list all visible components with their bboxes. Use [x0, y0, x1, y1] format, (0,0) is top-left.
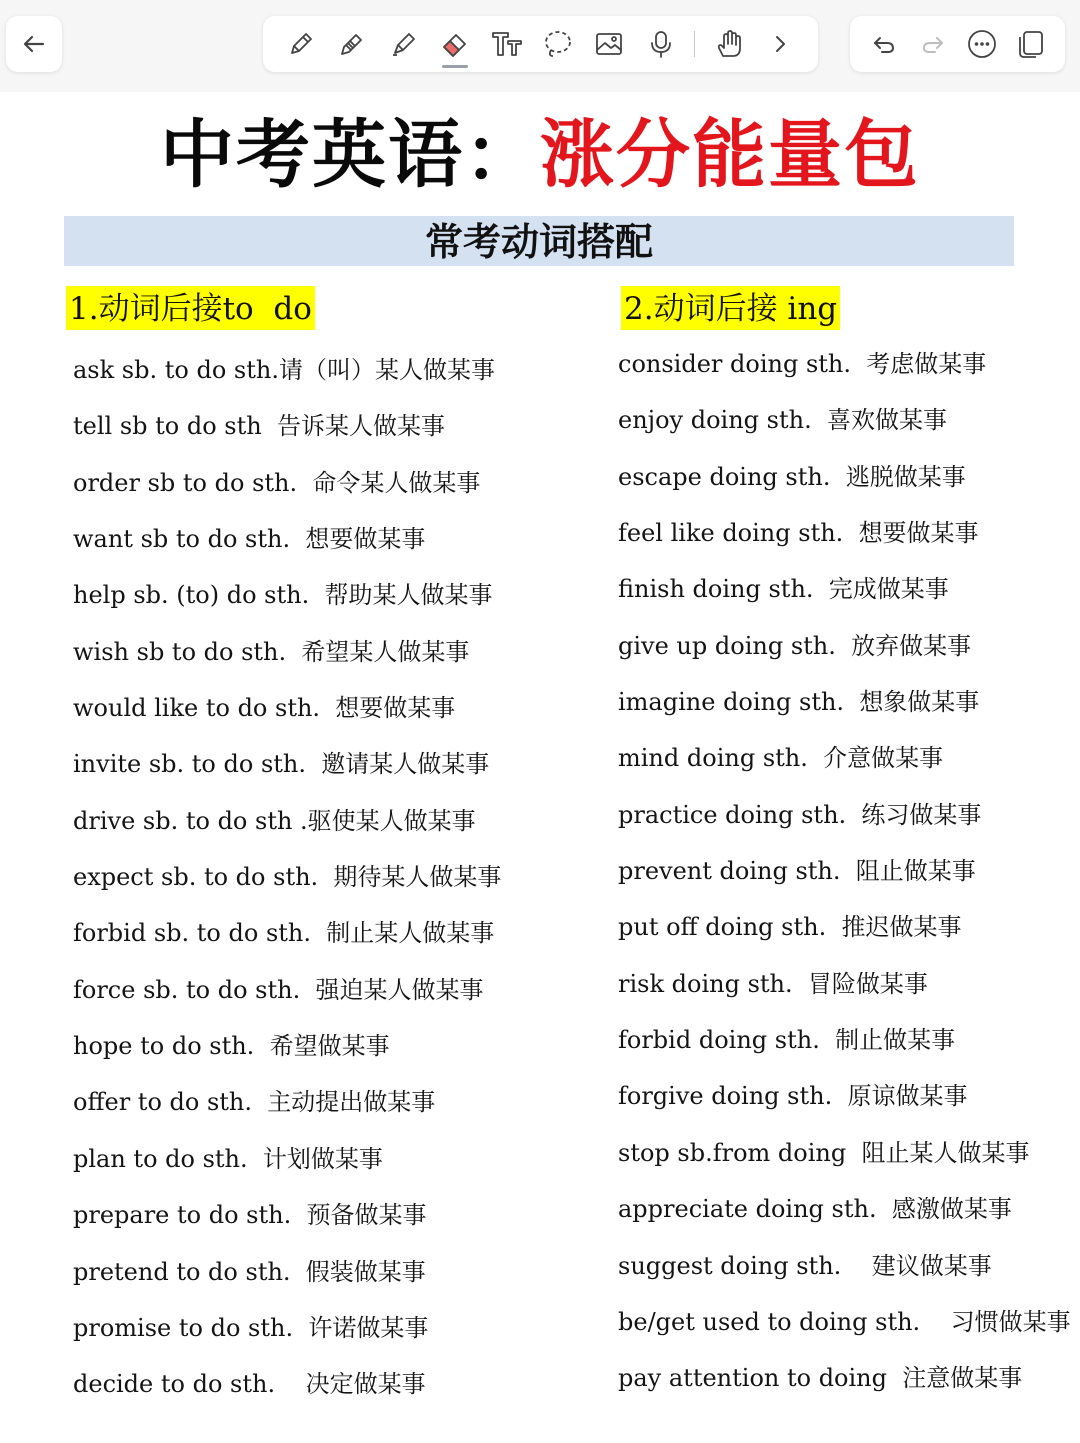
hand-icon[interactable] [711, 26, 747, 62]
phrase-item: help sb. (to) do sth. 帮助某人做某事 [73, 581, 493, 610]
back-button-container [6, 16, 62, 72]
phrase-item: wish sb to do sth. 希望某人做某事 [73, 637, 470, 666]
title-highlight: 涨分能量包 [540, 112, 920, 198]
highlighter-icon[interactable] [386, 26, 422, 62]
back-arrow-icon[interactable] [16, 26, 52, 62]
redo-icon[interactable] [915, 26, 951, 62]
phrase-item: pay attention to doing 注意做某事 [618, 1364, 1023, 1393]
phrase-item: invite sb. to do sth. 邀请某人做某事 [73, 750, 490, 779]
phrase-item: forbid sb. to do sth. 制止某人做某事 [73, 919, 495, 948]
phrase-item: stop sb.from doing 阻止某人做某事 [618, 1138, 1030, 1167]
phrase-item: enjoy doing sth. 喜欢做某事 [618, 406, 947, 435]
phrase-item: tell sb to do sth 告诉某人做某事 [73, 412, 445, 441]
phrase-item: hope to do sth. 希望做某事 [73, 1032, 390, 1061]
section-banner: 常考动词搭配 [64, 216, 1014, 266]
phrase-item: force sb. to do sth. 强迫某人做某事 [73, 975, 484, 1004]
lasso-icon[interactable] [540, 26, 576, 62]
left-section-heading: 1.动词后接to do [66, 286, 315, 330]
phrase-item: decide to do sth. 决定做某事 [73, 1370, 426, 1399]
phrase-item: forbid doing sth. 制止做某事 [618, 1026, 956, 1055]
phrase-item: be/get used to doing sth. 习惯做某事 [618, 1307, 1071, 1336]
phrase-item: suggest doing sth. 建议做某事 [618, 1251, 992, 1280]
phrase-item: escape doing sth. 逃脱做某事 [618, 462, 966, 491]
phrase-item: pretend to do sth. 假装做某事 [73, 1257, 426, 1286]
title-main: 中考英语： [160, 112, 540, 198]
phrase-item: risk doing sth. 冒险做某事 [618, 969, 928, 998]
phrase-item: expect sb. to do sth. 期待某人做某事 [73, 863, 502, 892]
phrase-item: want sb to do sth. 想要做某事 [73, 525, 426, 554]
more-icon[interactable] [964, 26, 1000, 62]
phrase-item: finish doing sth. 完成做某事 [618, 575, 949, 604]
phrase-item: prevent doing sth. 阻止做某事 [618, 857, 976, 886]
eraser-icon[interactable] [437, 26, 473, 62]
phrase-item: promise to do sth. 许诺做某事 [73, 1313, 429, 1342]
text-tool-icon[interactable] [489, 26, 525, 62]
phrase-item: ask sb. to do sth.请（叫）某人做某事 [73, 356, 495, 384]
phrase-item: forgive doing sth. 原谅做某事 [618, 1082, 968, 1111]
phrase-item: put off doing sth. 推迟做某事 [618, 913, 962, 942]
microphone-icon[interactable] [643, 26, 679, 62]
editor-toolbar [0, 0, 1080, 92]
page-title [0, 110, 1080, 200]
phrase-item: mind doing sth. 介意做某事 [618, 744, 944, 773]
pages-icon[interactable] [1013, 26, 1049, 62]
right-section-heading: 2.动词后接 ing [621, 286, 840, 330]
phrase-item: would like to do sth. 想要做某事 [73, 694, 456, 723]
toolbar-divider [694, 31, 695, 57]
phrase-item: imagine doing sth. 想象做某事 [618, 688, 980, 717]
phrase-item: practice doing sth. 练习做某事 [618, 800, 982, 829]
phrase-item: give up doing sth. 放弃做某事 [618, 631, 972, 660]
fountain-pen-icon[interactable] [334, 26, 370, 62]
image-icon[interactable] [591, 26, 627, 62]
chevron-right-icon[interactable] [762, 26, 798, 62]
phrase-item: order sb to do sth. 命令某人做某事 [73, 468, 481, 497]
phrase-item: offer to do sth. 主动提出做某事 [73, 1088, 436, 1117]
phrase-item: prepare to do sth. 预备做某事 [73, 1201, 427, 1230]
document-actions-group [850, 16, 1065, 72]
phrase-item: feel like doing sth. 想要做某事 [618, 519, 979, 548]
ing-verb-list [618, 336, 1071, 1407]
undo-icon[interactable] [866, 26, 902, 62]
drawing-tools-group [263, 16, 818, 72]
phrase-item: plan to do sth. 计划做某事 [73, 1144, 383, 1173]
phrase-item: appreciate doing sth. 感激做某事 [618, 1195, 1012, 1224]
pen-icon[interactable] [283, 26, 319, 62]
phrase-item: drive sb. to do sth .驱使某人做某事 [73, 806, 476, 835]
phrase-item: consider doing sth. 考虑做某事 [618, 350, 987, 378]
to-do-verb-list [73, 342, 593, 1413]
